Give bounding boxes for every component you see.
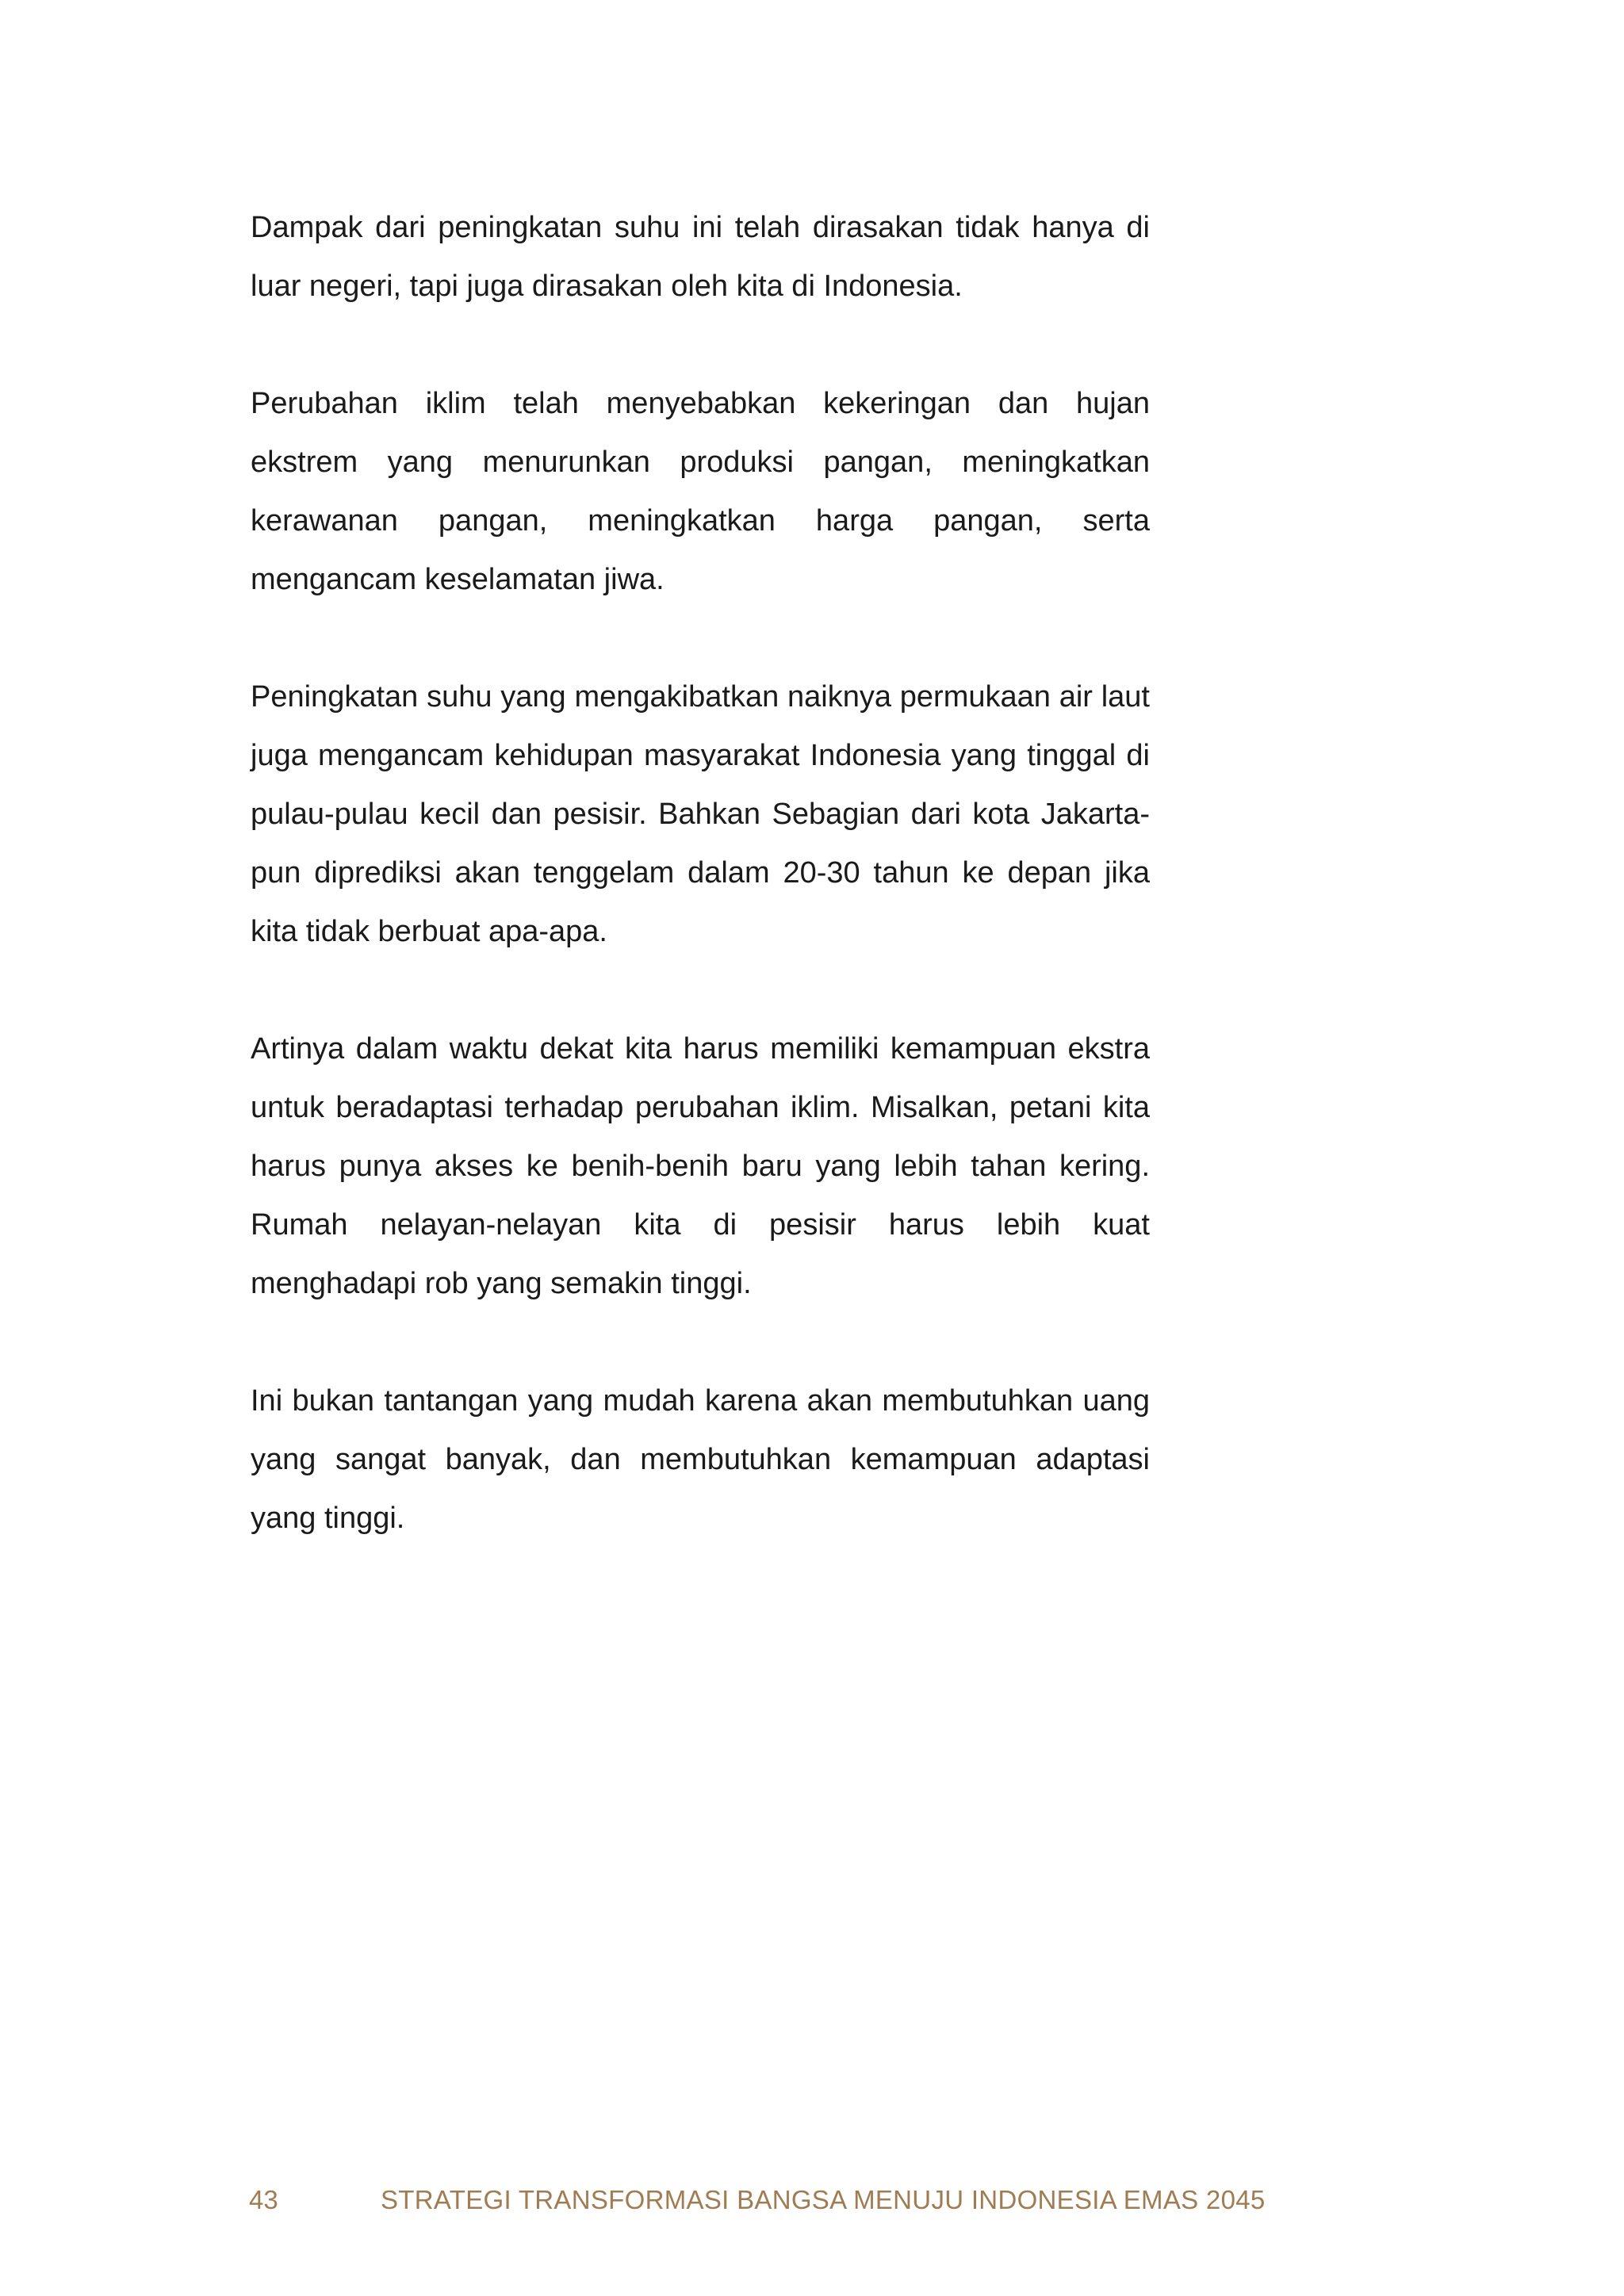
paragraph-3: Peningkatan suhu yang mengakibatkan naiknya permukaan air laut juga mengancam kehidupan masyarakat Indonesia yang tinggal di pulau-pulau kecil dan pesisir. Bahkan Sebagian dari kota Jakarta-pun diprediksi akan tenggelam dalam 20-30 tahun ke depan jika kita tidak berbuat apa-apa. [251,680,1150,948]
running-title: STRATEGI TRANSFORMASI BANGSA MENUJU INDONESIA EMAS 2045 [381,2185,1266,2214]
paragraph-5: Ini bukan tantangan yang mudah karena akan membutuhkan uang yang sangat banyak, dan membutuhkan kemampuan adaptasi yang tinggi. [251,1384,1150,1535]
body-text [251,198,1150,1606]
paragraph-2: Perubahan iklim telah menyebabkan kekeringan dan hujan ekstrem yang menurunkan produksi pangan, meningkatkan kerawanan pangan, meningkatkan harga pangan, serta mengancam keselamatan jiwa. [251,387,1150,596]
paragraph-4: Artinya dalam waktu dekat kita harus memiliki kemampuan ekstra untuk beradaptasi terhadap perubahan iklim. Misalkan, petani kita harus punya akses ke benih-benih baru yang lebih tahan kering. Rumah nelayan-nelayan kita di pesisir harus lebih kuat menghadapi rob yang semakin tinggi. [251,1032,1150,1300]
page-footer [249,2180,1359,2220]
page-number: 43 [249,2185,278,2214]
paragraph-1: Dampak dari peningkatan suhu ini telah dirasakan tidak hanya di luar negeri, tapi juga dirasakan oleh kita di Indonesia. [251,211,1150,303]
